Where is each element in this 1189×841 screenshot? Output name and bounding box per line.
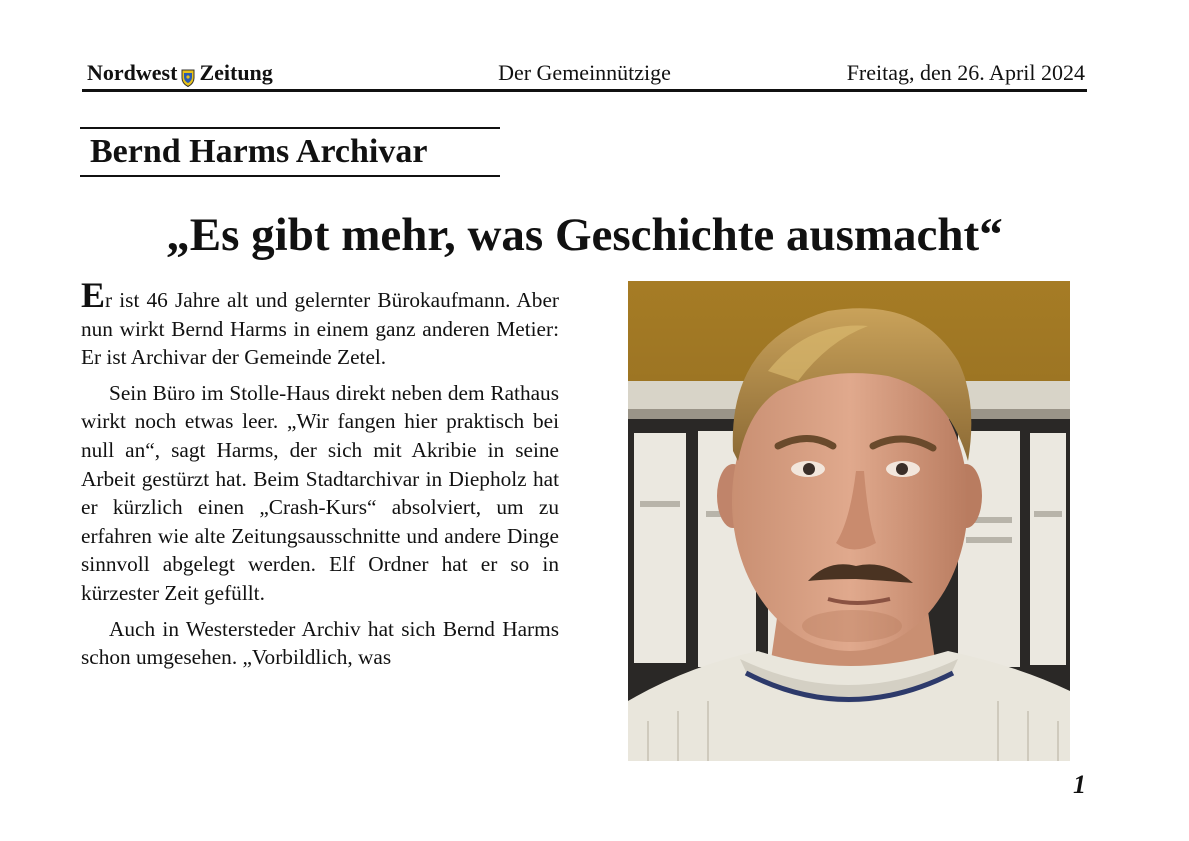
paragraph-2: Sein Büro im Stolle-Haus direkt neben dem Rathaus wirkt noch etwas leer. „Wir fangen hier praktisch bei null an“, sagt Harms, der sich mit Akribie in seine Arbeit gestürzt hat. Beim Stadtarchivar in Diepholz hat er kürzlich einen „Crash-Kurs“ absolviert, um zu erfahren wie alte Zeitungsausschnitte und andere Dinge sinnvoll abgelegt werden. Elf Ordner hat er so in kürzester Zeit gefüllt. xyxy=(81,380,559,605)
portrait-photo-icon xyxy=(628,281,1070,761)
article-kicker xyxy=(80,127,500,177)
paper-name-left: Nordwest xyxy=(87,60,178,85)
article-headline: „Es gibt mehr, was Geschichte ausmacht“ xyxy=(166,209,1003,261)
masthead xyxy=(82,58,1087,88)
issue-date: Freitag, den 26. April 2024 xyxy=(846,60,1085,85)
paper-name-right: Zeitung xyxy=(199,60,273,85)
page-number: 1 xyxy=(1073,770,1086,799)
edition-name: Der Gemeinnützige xyxy=(498,60,671,85)
paragraph-1-text: r ist 46 Jahre alt und gelernter Bürokaufmann. Aber nun wirkt Bernd Harms in einem ganz anderen Metier: Er ist Archivar der Gemeinde Zetel. xyxy=(81,288,559,370)
paragraph-3: Auch in Westersteder Archiv hat sich Bernd Harms schon umgesehen. „Vorbildlich, was xyxy=(81,616,559,670)
kicker-text: Bernd Harms Archivar xyxy=(90,133,428,170)
drop-cap: E xyxy=(81,275,106,315)
paragraph-1 xyxy=(81,275,559,372)
article-body xyxy=(81,275,559,679)
masthead-rule xyxy=(82,89,1087,92)
